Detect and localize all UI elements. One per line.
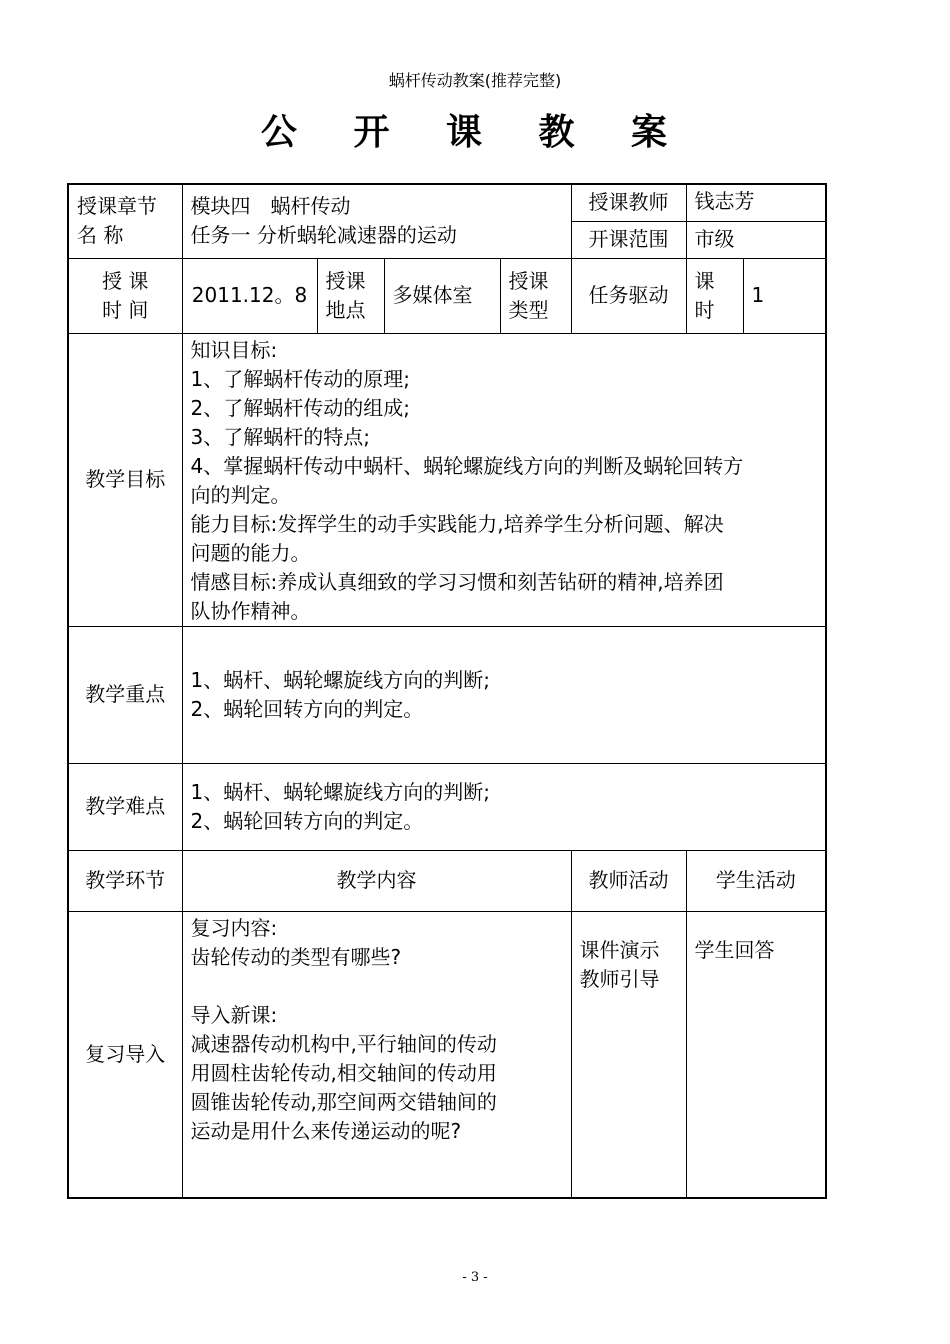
review-content (182, 911, 571, 1198)
key-points-row (68, 626, 826, 763)
time-label-cell (68, 258, 182, 333)
objectives-line-2: 1、了解蜗杆传动的原理; (190, 366, 410, 391)
review-line-6: 用圆柱齿轮传动,相交轴间的传动用 (190, 1060, 497, 1085)
review-line-7: 圆锥齿轮传动,那空间两交错轴间的 (190, 1089, 497, 1114)
objectives-line-3: 2、了解蜗杆传动的组成; (190, 395, 410, 420)
scope-value: 市级 (686, 221, 826, 258)
time-value: 2011.12。8 (182, 258, 317, 333)
place-value: 多媒体室 (384, 258, 500, 333)
difficulties-row (68, 763, 826, 850)
chapter-label-line-2 (77, 221, 174, 250)
review-line-5: 减速器传动机构中,平行轴间的传动 (190, 1031, 497, 1056)
hours-label-line-1: 课 (694, 268, 715, 293)
place-label-line-2: 地点 (325, 297, 366, 322)
key-points-line-2: 2、蜗轮回转方向的判定。 (190, 696, 424, 721)
time-row (68, 258, 826, 333)
objectives-line-8: 问题的能力。 (190, 540, 311, 565)
process-teacher-header: 教师活动 (571, 850, 686, 911)
chapter-label-char-2: 称 (103, 223, 124, 248)
type-label-cell (500, 258, 571, 333)
review-line-4: 导入新课: (190, 1002, 278, 1027)
review-student-activity: 学生回答 (686, 911, 826, 1198)
type-value: 任务驱动 (571, 258, 686, 333)
review-stage: 复习导入 (68, 911, 182, 1198)
teacher-label: 授课教师 (571, 184, 686, 221)
review-line-8: 运动是用什么来传递运动的呢? (190, 1118, 462, 1143)
key-points-content (182, 626, 826, 763)
hours-label-cell (686, 258, 743, 333)
lesson-plan-table (67, 183, 827, 1199)
time-label-line-2: 时 间 (102, 297, 149, 322)
review-line-1: 复习内容: (190, 915, 278, 940)
chapter-value-cell (182, 184, 571, 258)
chapter-label-cell (68, 184, 182, 258)
review-blank-line (191, 972, 563, 1001)
difficulties-label: 教学难点 (68, 763, 182, 850)
objectives-line-6: 向的判定。 (190, 482, 291, 507)
place-label-cell (317, 258, 384, 333)
objectives-content (182, 333, 826, 626)
hours-value: 1 (743, 258, 826, 333)
chapter-label-line-1: 授课章节 (77, 194, 157, 219)
process-header-row (68, 850, 826, 911)
place-label-line-1: 授课 (325, 268, 366, 293)
review-teacher-line-2: 教师引导 (579, 966, 660, 991)
objectives-line-1: 知识目标: (190, 337, 278, 362)
key-points-line-1: 1、蜗杆、蜗轮螺旋线方向的判断; (190, 667, 490, 692)
process-stage-header: 教学环节 (68, 850, 182, 911)
type-label-line-1: 授课 (508, 268, 549, 293)
objectives-line-4: 3、了解蜗杆的特点; (190, 424, 370, 449)
review-row (68, 911, 826, 1198)
objectives-line-7: 能力目标:发挥学生的动手实践能力,培养学生分析问题、解决 (190, 511, 724, 536)
main-title: 公 开 课 教 案 (260, 112, 690, 153)
objectives-line-9: 情感目标:养成认真细致的学习习惯和刻苦钻研的精神,培养团 (190, 569, 724, 594)
scope-label: 开课范围 (571, 221, 686, 258)
process-student-header: 学生活动 (686, 850, 826, 911)
type-label-line-2: 类型 (508, 297, 549, 322)
review-line-2: 齿轮传动的类型有哪些? (190, 944, 402, 969)
objectives-row (68, 333, 826, 626)
hours-label-line-2: 时 (694, 297, 715, 322)
teacher-value: 钱志芳 (686, 184, 826, 221)
difficulties-line-2: 2、蜗轮回转方向的判定。 (190, 808, 424, 833)
process-content-header: 教学内容 (182, 850, 571, 911)
review-teacher-line-1: 课件演示 (579, 937, 660, 962)
chapter-label-char-1: 名 (77, 223, 97, 248)
key-points-label: 教学重点 (68, 626, 182, 763)
chapter-value-line-1: 模块四 蜗杆传动 (190, 194, 351, 219)
difficulties-line-1: 1、蜗杆、蜗轮螺旋线方向的判断; (190, 779, 490, 804)
objectives-line-10: 队协作精神。 (190, 598, 311, 623)
chapter-row-1 (68, 184, 826, 221)
objectives-label: 教学目标 (68, 333, 182, 626)
page-number: - 3 - (462, 1270, 488, 1285)
time-label-line-1: 授 课 (102, 268, 149, 293)
chapter-value-line-2: 任务一 分析蜗轮减速器的运动 (190, 223, 457, 248)
objectives-line-5: 4、掌握蜗杆传动中蜗杆、蜗轮螺旋线方向的判断及蜗轮回转方 (190, 453, 744, 478)
difficulties-content (182, 763, 826, 850)
review-teacher-activity (571, 911, 686, 1198)
running-title: 蜗杆传动教案(推荐完整) (388, 71, 562, 90)
